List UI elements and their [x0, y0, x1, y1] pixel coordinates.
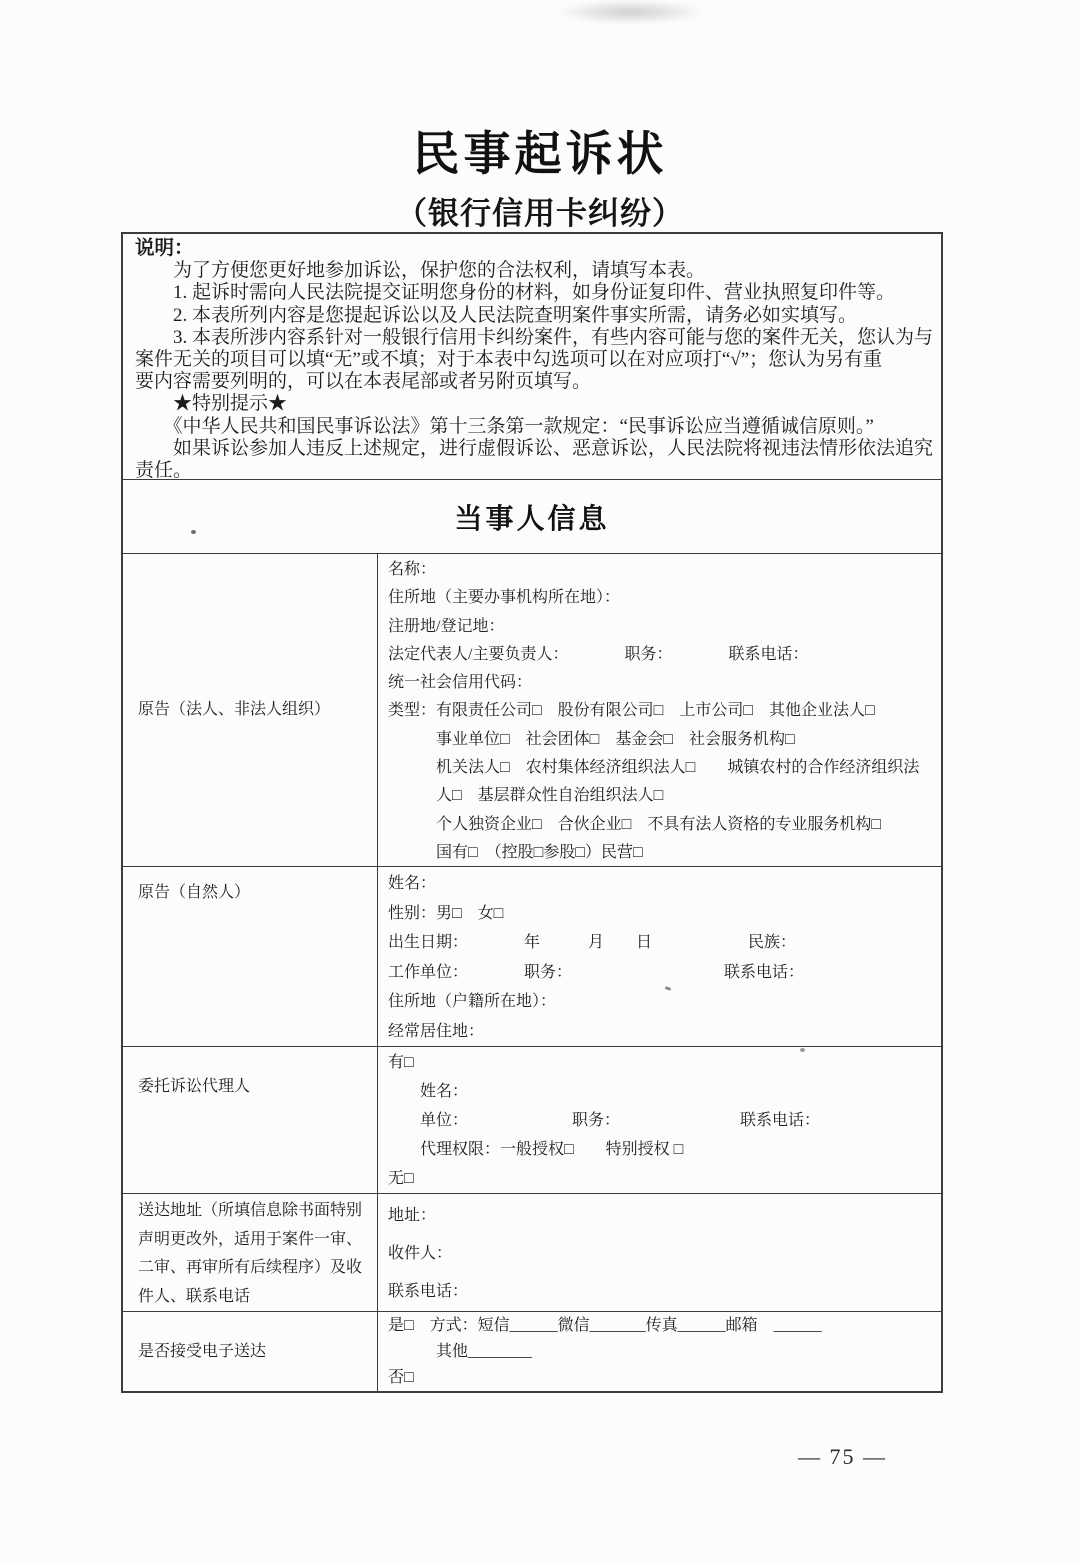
text-line: 机关法人□ 农村集体经济组织法人□ 城镇农村的合作经济组织法 — [388, 759, 920, 777]
row-label-service-address — [123, 1194, 378, 1311]
instructions-section — [123, 234, 941, 480]
row-plaintiff-natural-person — [123, 867, 941, 1047]
page-number: — 75 — — [798, 1444, 887, 1469]
text-line: 地址： — [388, 1207, 437, 1224]
row-litigation-agent — [123, 1047, 941, 1194]
text-line: 无□ — [388, 1170, 414, 1187]
text-line: 2. 本表所列内容是您提起诉讼以及人民法院查明案件事实所需，请务必如实填写。 — [135, 304, 858, 326]
text-line: 统一社会信用代码： — [388, 674, 533, 692]
instructions-label: 说明： — [135, 238, 194, 259]
text-line: ★特别提示★ — [135, 393, 288, 415]
row-label-electronic-service — [123, 1312, 378, 1391]
text-line: 收件人： — [388, 1245, 453, 1262]
instructions-text — [135, 260, 934, 481]
text-line: 注册地/登记地： — [388, 617, 505, 635]
row-content-electronic-service — [378, 1312, 941, 1391]
text-line: 委托诉讼代理人 — [138, 1078, 251, 1095]
document-title: 民事起诉状 — [412, 129, 668, 181]
text-line: 《中华人民共和国民事诉讼法》第十三条第一款规定：“民事诉讼应当遵循诚信原则。” — [135, 415, 874, 437]
text-line: 要内容需要列明的，可以在本表尾部或者另附页填写。 — [135, 371, 592, 393]
row-content-litigation-agent — [378, 1047, 941, 1193]
text-line: 人□ 基层群众性自治组织法人□ — [388, 787, 664, 805]
text-line: 单位： 职务： 联系电话： — [388, 1112, 821, 1129]
form-table — [121, 232, 943, 1393]
text-line: 住所地（主要办事机构所在地）： — [388, 589, 621, 607]
text-line: 性别：男□ 女□ — [388, 904, 504, 922]
row-content-service-address — [378, 1194, 941, 1311]
row-content-plaintiff-organization — [378, 554, 941, 866]
text-line: 个人独资企业□ 合伙企业□ 不具有法人资格的专业服务机构□ — [388, 815, 881, 833]
text-line: 出生日期： 年 月 日 民族： — [388, 934, 797, 951]
text-line: 否□ — [388, 1369, 414, 1386]
text-line: 3. 本表所涉内容系针对一般银行信用卡纠纷案件，有些内容可能与您的案件无关，您认为与 — [135, 326, 934, 348]
document-subtitle: （银行信用卡纠纷） — [396, 196, 684, 231]
text-line: 案件无关的项目可以填“无”或不填；对于本表中勾选项可以在对应项打“√”；您认为另有重 — [135, 349, 883, 371]
row-content-plaintiff-natural-person — [378, 867, 941, 1046]
text-line: 工作单位： 职务： 联系电话： — [388, 963, 805, 981]
text-line: 类型：有限责任公司□ 股份有限公司□ 上市公司□ 其他企业法人□ — [388, 702, 875, 720]
row-electronic-service — [123, 1312, 941, 1391]
scan-artifact — [556, 0, 706, 24]
text-line: 原告（法人、非法人组织） — [138, 701, 331, 718]
text-line: 为了方便您更好地参加诉讼，保护您的合法权利，请填写本表。 — [135, 260, 706, 282]
text-line: 原告（自然人） — [138, 884, 251, 901]
text-line: 其他________ — [388, 1343, 533, 1360]
text-line: 是□ 方式：短信______微信_______传真______邮箱 ______ — [388, 1317, 822, 1334]
row-label-plaintiff-natural-person — [123, 867, 378, 1046]
row-label-litigation-agent — [123, 1047, 378, 1193]
text-line: 是否接受电子送达 — [138, 1342, 267, 1360]
text-line: 二审、再审所有后续程序）及收 — [138, 1259, 363, 1277]
text-line: 经常居住地： — [388, 1022, 485, 1040]
text-line: 国有□ （控股□参股□）民营□ — [388, 843, 643, 861]
text-line: 1. 起诉时需向人民法院提交证明您身份的材料，如身份证复印件、营业执照复印件等。 — [135, 282, 896, 304]
text-line: 有□ — [388, 1054, 414, 1071]
text-line: 代理权限：一般授权□ 特别授权 □ — [388, 1141, 684, 1158]
text-line: 送达地址（所填信息除书面特别 — [138, 1202, 363, 1219]
text-line: 法定代表人/主要负责人： 职务： 联系电话： — [388, 645, 809, 663]
row-label-plaintiff-organization — [123, 554, 378, 866]
text-line: 声明更改外，适用于案件一审、 — [138, 1230, 363, 1248]
text-line: 如果诉讼参加人违反上述规定，进行虚假诉讼、恶意诉讼，人民法院将视违法情形依法追究 — [135, 437, 934, 459]
text-line: 责任。 — [135, 460, 193, 481]
section-header-party-info: 当事人信息 — [123, 480, 941, 554]
text-line: 名称： — [388, 561, 437, 578]
text-line: 联系电话： — [388, 1283, 469, 1300]
text-line: 姓名： — [388, 1083, 469, 1100]
row-plaintiff-organization — [123, 554, 941, 867]
text-line: 件人、联系电话 — [138, 1287, 251, 1305]
row-service-address — [123, 1194, 941, 1312]
text-line: 事业单位□ 社会团体□ 基金会□ 社会服务机构□ — [388, 730, 795, 748]
text-line: 住所地（户籍所在地）： — [388, 993, 557, 1010]
text-line: 姓名： — [388, 875, 437, 892]
